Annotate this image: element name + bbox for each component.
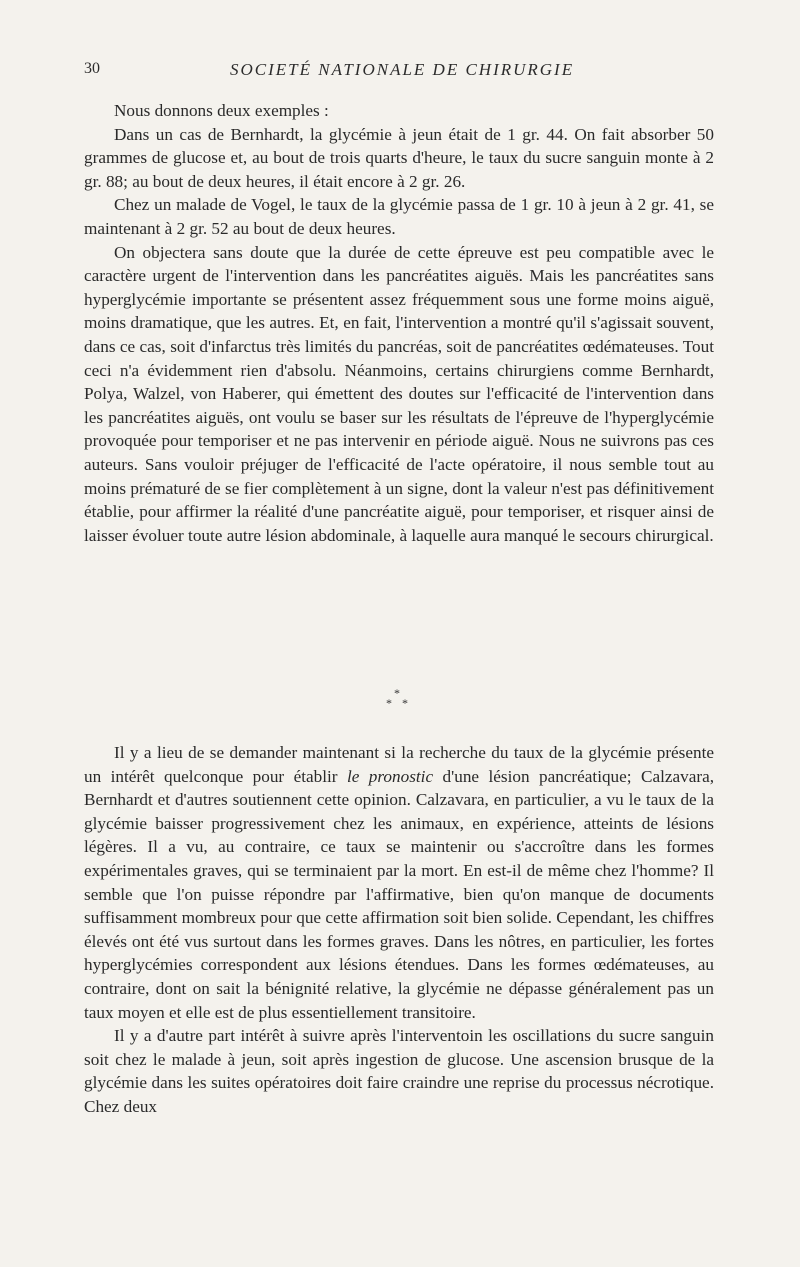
separator-star-left: *	[386, 696, 392, 710]
separator-star-right: *	[402, 696, 408, 710]
paragraph-postoperative: Il y a d'autre part intérêt à suivre après l'interventoin les oscillations du sucre sanguin soit chez le malade à jeun, soit après ingestion de glucose. Une ascension brusque de la glycémie dans les suites opératoires doit faire craindre une reprise du processus nécrotique. Chez deux	[84, 1026, 714, 1116]
running-head: SOCIETÉ NATIONALE DE CHIRURGIE	[230, 60, 575, 79]
section-separator	[360, 686, 440, 714]
paragraph-prognosis	[84, 741, 714, 1024]
page-header	[84, 60, 714, 84]
prognosis-text-start: Il y a lieu de se demander maintenant si la recherche du taux de la glycémie présente un intérêt quelconque pour établir	[84, 743, 714, 786]
paragraph-vogel-case: Chez un malade de Vogel, le taux de la glycémie passa de 1 gr. 10 à jeun à 2 gr. 41, se maintenant à 2 gr. 52 au bout de deux heures.	[84, 195, 714, 238]
prognosis-text-end: d'une lésion pancréatique; Calzavara, Bernhardt et d'autres soutiennent cette opinion. Calzavara, en particulier, a vu le taux de la glycémie baisser progressivement chez les animaux, en expérience, atteints de lésions légères. Il a vu, au contraire, ce taux se maintenir ou s'accroître dans les formes expérimentales graves, qui se terminaient par la mort. En est-il de même chez l'homme? Il semble que l'on puisse répondre par l'affirmative, bien qu'on manque de documents suffisamment mombreux pour que cette affirmation soit bien solide. Cependant, les chiffres élevés ont été vus surtout dans les formes graves. Dans les nôtres, en particulier, les fortes hyperglycémies correspondent aux lésions étendues. Dans les formes œdémateuses, au contraire, dont on sait la bénignité relative, la glycémie ne dépasse généralement pas un taux moyen et elle est de plus essentiellement transitoire.	[84, 766, 714, 1022]
section-two	[84, 741, 714, 1119]
paragraph-objection: On objectera sans doute que la durée de cette épreuve est peu compatible avec le caractère urgent de l'intervention dans les pancréatites aiguës. Mais les pancréatites sans hyperglycémie importante se présentent assez fréquemment sous une forme moins aiguë, moins dramatique, que les autres. Et, en fait, l'intervention a montré qu'il s'agissait souvent, dans ce cas, soit d'infarctus très limités du pancréas, soit de pancréatites œdémateuses. Tout ceci n'a évidemment rien d'absolu. Néanmoins, certains chirurgiens comme Bernhardt, Polya, Walzel, von Haberer, qui émettent des doutes sur l'efficacité de l'intervention dans les pancréatites aiguës, ont voulu se baser sur les résultats de l'épreuve de l'hyperglycémie provoquée pour temporiser et ne pas intervenir en période aiguë. Nous ne suivrons pas ces auteurs. Sans vouloir préjuger de l'efficacité de l'acte opératoire, il nous semble tout au moins prématuré de se fier complètement à un signe, dont la valeur n'est pas définitivement établie, pour affirmer la réalité d'une pancréatite aiguë, pour temporiser, et risquer ainsi de laisser évoluer toute autre lésion abdominale, à laquelle aura manqué le secours chirurgical.	[84, 242, 714, 545]
separator-star-top: *	[394, 686, 400, 700]
paragraph-bernhardt-case: Dans un cas de Bernhardt, la glycémie à jeun était de 1 gr. 44. On fait absorber 50 grammes de glucose et, au bout de trois quarts d'heure, le taux du sucre sanguin monte à 2 gr. 88; au bout de deux heures, il était encore à 2 gr. 26.	[84, 124, 714, 191]
section-one	[84, 99, 714, 547]
prognosis-italic-term: le pronostic	[346, 766, 434, 786]
paragraph-examples-intro: Nous donnons deux exemples :	[114, 101, 329, 120]
page-number: 30	[84, 60, 100, 77]
